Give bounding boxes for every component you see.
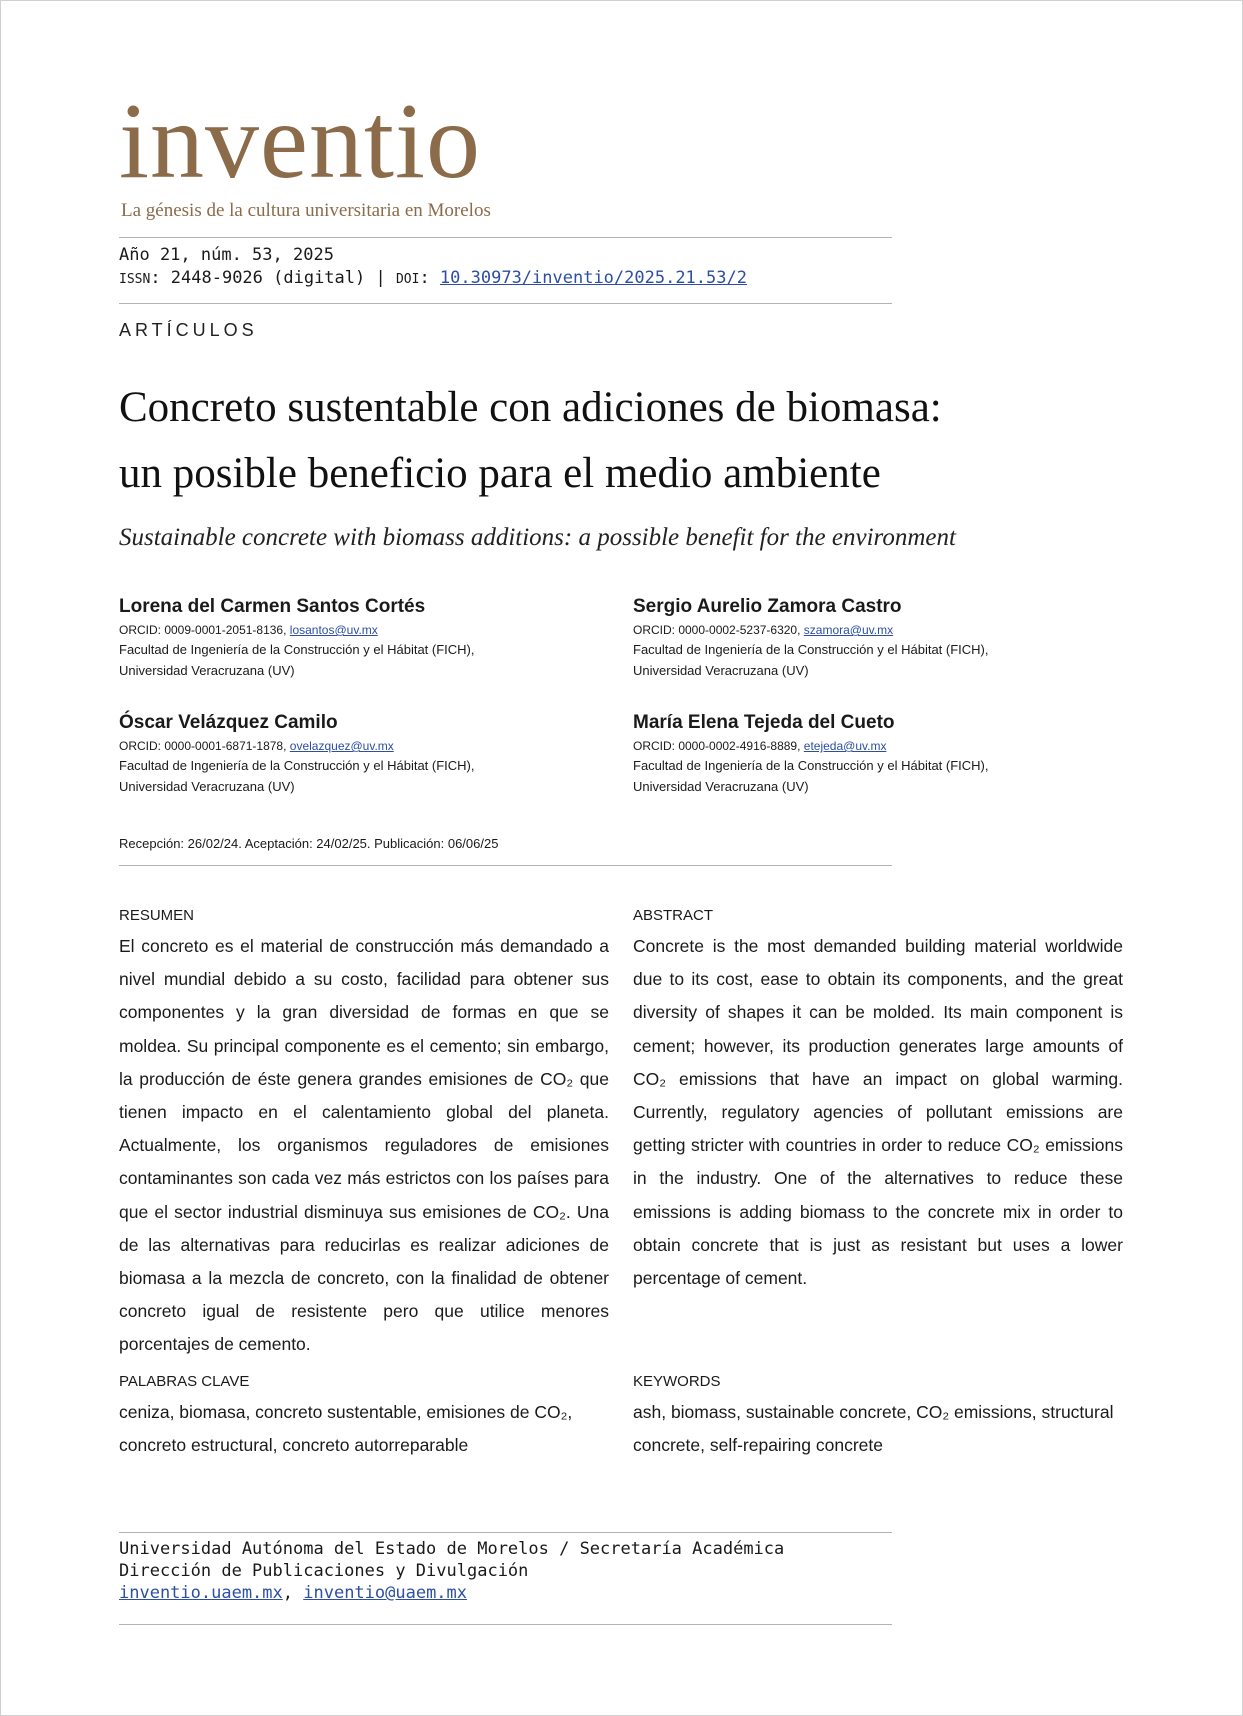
author-affiliation-faculty: Facultad de Ingeniería de la Construcción y el Hábitat (FICH), <box>633 758 989 773</box>
article-title-line1: Concreto sustentable con adiciones de biomasa: <box>119 384 942 431</box>
issn-label: ISSN <box>119 272 151 287</box>
author-orcid <box>119 622 579 639</box>
footer-block <box>119 1538 784 1604</box>
issn-doi-line <box>119 268 747 288</box>
keywords-text: ash, biomass, sustainable concrete, CO₂ emissions, structural concrete, self-repairing concrete <box>633 1402 1114 1455</box>
author-name: Sergio Aurelio Zamora Castro <box>633 596 902 617</box>
author-name: María Elena Tejeda del Cueto <box>633 712 895 733</box>
article-title <box>119 375 1129 507</box>
author-affiliation-university: Universidad Veracruzana (UV) <box>633 663 809 678</box>
author-email-link[interactable]: ovelazquez@uv.mx <box>289 739 394 753</box>
issn-value: : 2448-9026 (digital) | <box>150 268 396 288</box>
keywords-section <box>633 1373 1123 1462</box>
author-orcid <box>119 738 579 755</box>
orcid-id: ORCID: 0000-0002-5237-6320, <box>633 623 804 637</box>
author-email-link[interactable]: losantos@uv.mx <box>289 623 378 637</box>
author-name: Lorena del Carmen Santos Cortés <box>119 596 426 617</box>
author-card <box>119 712 579 797</box>
author-affiliation-faculty: Facultad de Ingeniería de la Construcción y el Hábitat (FICH), <box>119 758 475 773</box>
footer-links <box>119 1582 784 1604</box>
author-affiliation-faculty: Facultad de Ingeniería de la Construcción y el Hábitat (FICH), <box>633 642 989 657</box>
author-affiliation-faculty: Facultad de Ingeniería de la Construcción y el Hábitat (FICH), <box>119 642 475 657</box>
orcid-id: ORCID: 0000-0001-6871-1878, <box>119 739 290 753</box>
resumen-heading: RESUMEN <box>119 907 195 924</box>
palabras-clave-section <box>119 1373 609 1462</box>
divider <box>119 303 892 304</box>
resumen-text: El concreto es el material de construcción más demandado a nivel mundial debido a su costo, facilidad para obtener sus componentes y la gran diversidad de formas en que se moldea. Su principal componente es el cemento; sin embargo, la producción de éste genera grandes emisiones de CO₂ que tienen impacto en el calentamiento global del planeta. Actualmente, los organismos reguladores de emisiones contaminantes son cada vez más estrictos con los países para que el sector industrial disminuya sus emisiones de CO₂. Una de las alternativas para reducirlas es realizar adiciones de biomasa a la mezcla de concreto, con la finalidad de obtener concreto igual de resistente pero que utilice menores porcentajes de cemento. <box>119 936 609 1355</box>
divider <box>119 237 892 238</box>
article-title-line2: un posible beneficio para el medio ambiente <box>119 450 881 497</box>
palabras-clave-heading: PALABRAS CLAVE <box>119 1373 250 1390</box>
abstract-heading: ABSTRACT <box>633 907 714 924</box>
journal-logo-tagline: La génesis de la cultura universitaria en Morelos <box>121 200 491 221</box>
divider <box>119 1624 892 1625</box>
author-card <box>119 596 579 681</box>
divider <box>119 1532 892 1533</box>
abstract-text: Concrete is the most demanded building material worldwide due to its cost, ease to obtain its components, and the great diversity of shapes it can be molded. Its main component is cement; however, its production generates large amounts of CO₂ emissions that have an impact on global warming. Currently, regulatory agencies of pollutant emissions are getting stricter with countries in order to reduce CO₂ emissions in the industry. One of the alternatives to reduce these emissions is adding biomass to the concrete mix in order to obtain concrete that is just as resistant but uses a lower percentage of cement. <box>633 936 1123 1289</box>
divider <box>119 865 892 866</box>
resumen-section <box>119 907 609 1362</box>
footer-university: Universidad Autónoma del Estado de Morelos / Secretaría Académica <box>119 1539 785 1559</box>
author-affiliation-university: Universidad Veracruzana (UV) <box>119 779 295 794</box>
footer-department: Dirección de Publicaciones y Divulgación <box>119 1561 529 1581</box>
doi-separator: : <box>419 268 440 288</box>
footer-link-separator: , <box>282 1583 304 1603</box>
author-card <box>633 596 1093 681</box>
author-card <box>633 712 1093 797</box>
author-email-link[interactable]: etejeda@uv.mx <box>803 739 887 753</box>
author-orcid <box>633 738 1093 755</box>
author-name: Óscar Velázquez Camilo <box>119 712 338 733</box>
author-email-link[interactable]: szamora@uv.mx <box>803 623 894 637</box>
article-title-english: Sustainable concrete with biomass additions: a possible benefit for the environment <box>119 524 956 551</box>
email-link[interactable]: inventio@uaem.mx <box>303 1583 468 1603</box>
author-affiliation-university: Universidad Veracruzana (UV) <box>633 779 809 794</box>
abstract-section <box>633 907 1123 1295</box>
article-dates: Recepción: 26/02/24. Aceptación: 24/02/25. Publicación: 06/06/25 <box>119 836 499 851</box>
palabras-clave-text: ceniza, biomasa, concreto sustentable, emisiones de CO₂, concreto estructural, concreto autorreparable <box>119 1402 573 1455</box>
journal-logo-wordmark: inventio <box>119 82 481 201</box>
doi-label: DOI <box>395 272 420 287</box>
author-affiliation-university: Universidad Veracruzana (UV) <box>119 663 295 678</box>
website-link[interactable]: inventio.uaem.mx <box>119 1583 283 1603</box>
doi-link[interactable]: 10.30973/inventio/2025.21.53/2 <box>439 268 747 288</box>
issue-line: Año 21, núm. 53, 2025 <box>119 245 334 265</box>
keywords-heading: KEYWORDS <box>633 1373 721 1390</box>
orcid-id: ORCID: 0009-0001-2051-8136, <box>119 623 290 637</box>
section-label: ARTÍCULOS <box>119 320 258 340</box>
orcid-id: ORCID: 0000-0002-4916-8889, <box>633 739 804 753</box>
author-orcid <box>633 622 1093 639</box>
